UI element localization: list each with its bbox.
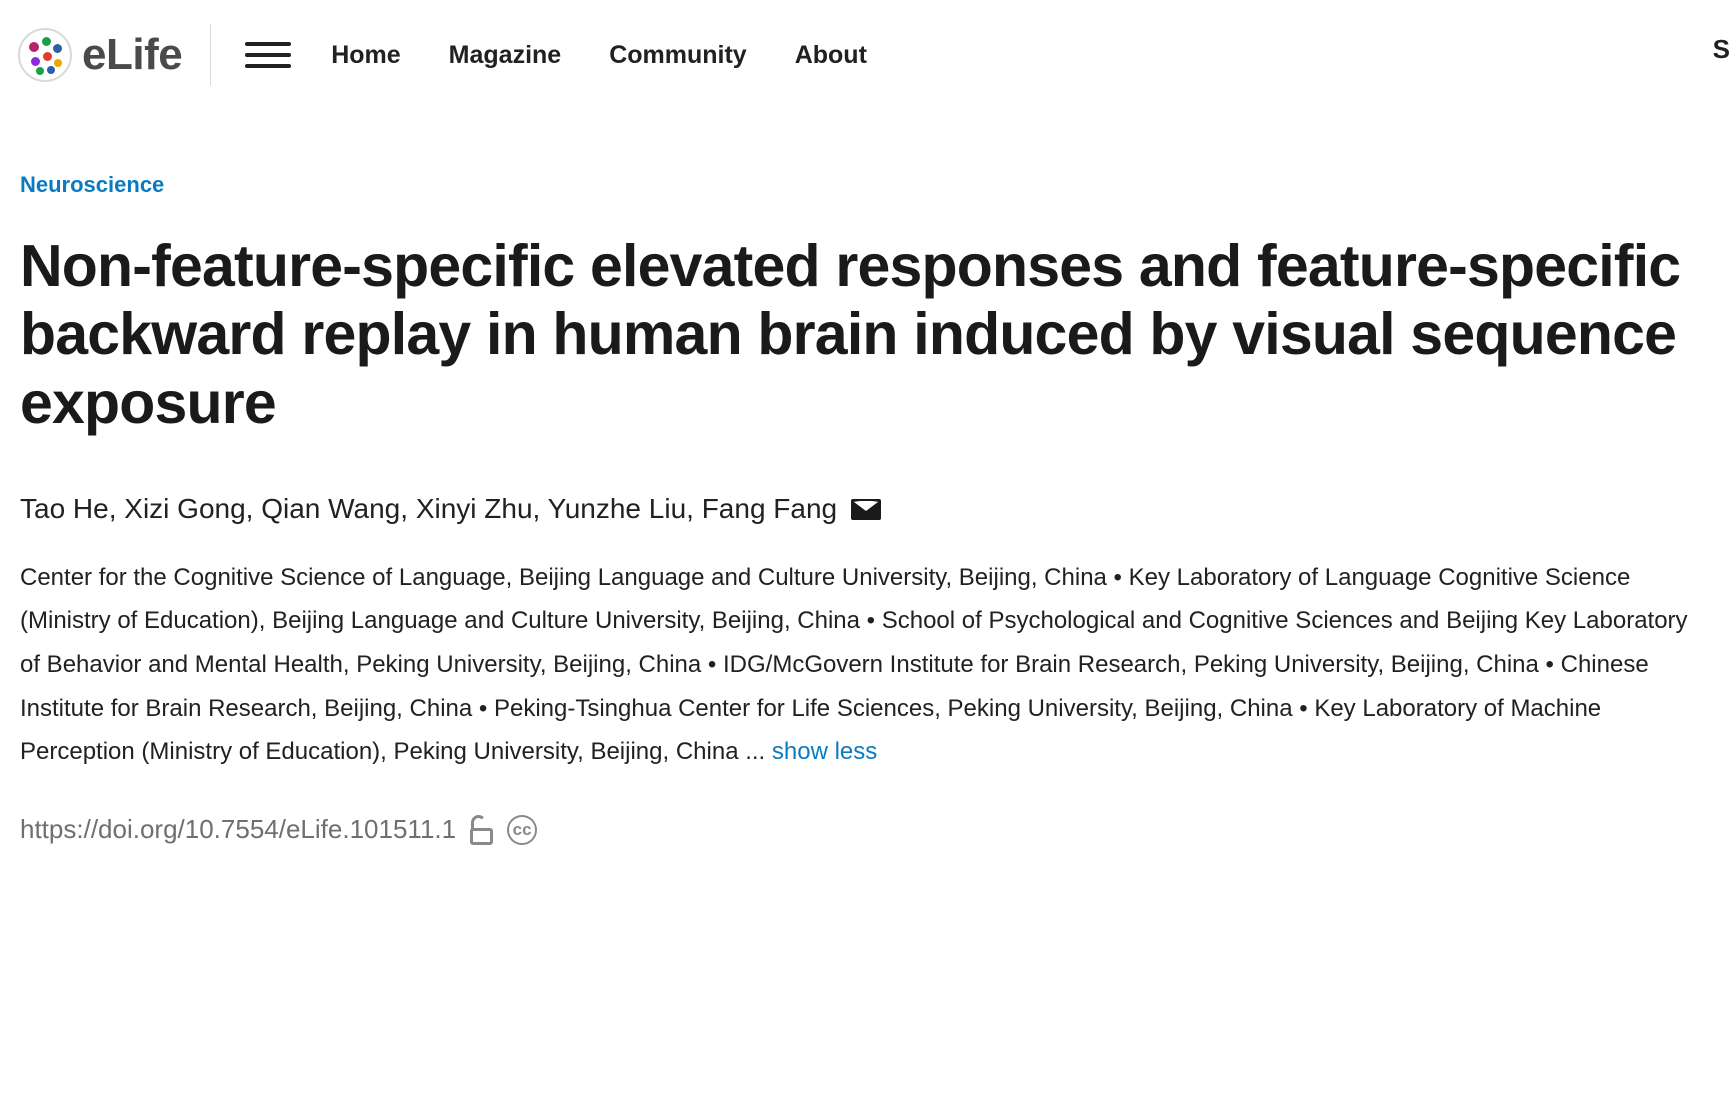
author-list	[20, 491, 1712, 527]
subject-area-link[interactable]: Neuroscience	[20, 172, 165, 197]
nav-item-magazine[interactable]: Magazine	[448, 40, 562, 69]
logo-wordmark: eLife	[82, 30, 183, 79]
envelope-icon[interactable]	[851, 499, 881, 520]
affiliations-text: Center for the Cognitive Science of Language, Beijing Language and Culture University, Beijing, China • Key Laboratory of Language Cognitive Science (Ministry of Education), Beijing Language and Culture University, Beijing, China • School of Psychological and Cognitive Sciences and Beijing Key Laboratory of Behavior and Mental Health, Peking University, Beijing, China • IDG/McGovern Institute for Brain Research, Peking University, Beijing, China • Chinese Institute for Brain Research, Beijing, China • Peking-Tsinghua Center for Life Sciences, Peking University, Beijing, China • Key Laboratory of Machine Perception (Ministry of Education), Peking University, Beijing, China ...	[20, 563, 1688, 766]
open-lock-icon	[470, 815, 493, 845]
doi-row	[20, 814, 1712, 845]
author-names: Tao He, Xizi Gong, Qian Wang, Xinyi Zhu, Yunzhe Liu, Fang Fang	[20, 493, 838, 525]
site-logo[interactable]	[18, 24, 210, 86]
elife-circle-logo-icon	[18, 28, 72, 82]
creative-commons-icon: cc	[507, 815, 537, 845]
doi-link[interactable]: https://doi.org/10.7554/eLife.101511.1	[20, 814, 457, 845]
show-less-link[interactable]: show less	[771, 738, 878, 766]
article-title: Non-feature-specific elevated responses and feature-specific backward replay in human brain induced by visual sequence exposure	[20, 233, 1681, 436]
header-divider	[210, 24, 211, 86]
site-header	[0, 0, 1736, 110]
search-label-partial[interactable]: S	[1712, 34, 1730, 64]
hamburger-menu-icon[interactable]	[245, 38, 291, 72]
article-header	[0, 110, 1736, 845]
nav-item-community[interactable]: Community	[609, 40, 747, 69]
affiliations	[20, 556, 1712, 774]
main-nav	[331, 40, 867, 69]
nav-item-home[interactable]: Home	[331, 40, 401, 69]
nav-item-about[interactable]: About	[794, 40, 867, 69]
